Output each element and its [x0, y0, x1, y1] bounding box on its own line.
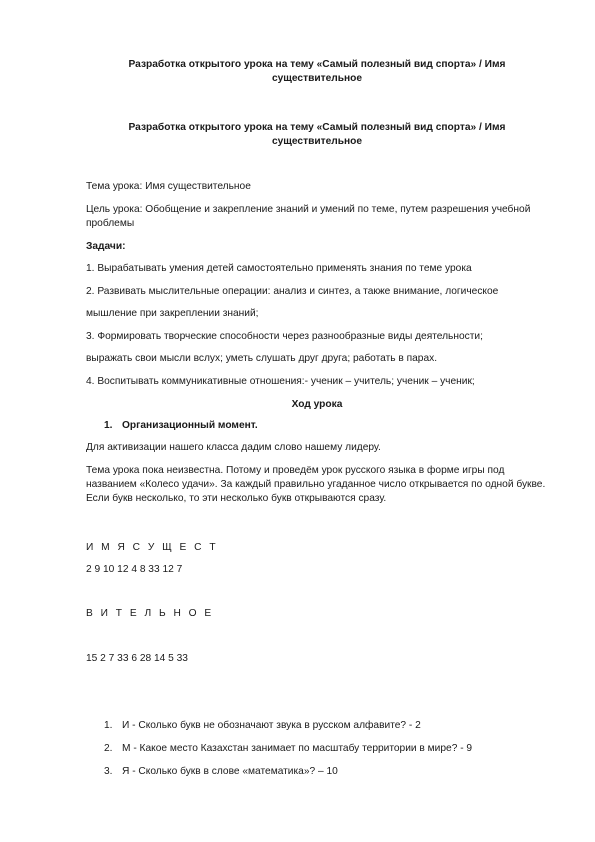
lesson-goal: Цель урока: Обобщение и закрепление знаний и умений по теме, путем разрешения учебной проблемы: [86, 204, 531, 229]
question-item: [104, 765, 548, 779]
question-item: [104, 719, 548, 733]
stage-1-label: Организационный момент.: [122, 420, 258, 431]
lesson-topic: Тема урока: Имя существительное: [86, 181, 251, 192]
task-3-line-2: выражать свои мысли вслух; уметь слушать друг друга; работать в парах.: [86, 353, 438, 364]
leader-text: Для активизации нашего класса дадим слово нашему лидеру.: [86, 442, 381, 453]
tasks-heading: Задачи:: [86, 241, 126, 252]
question-text: Я - Сколько букв в слове «математика»? – 10: [122, 766, 338, 777]
question-number: 1.: [104, 720, 113, 731]
game-description: Тема урока пока неизвестна. Потому и проведём урок русского языка в форме игры под названием «Колесо удачи». За каждый правильно угаданное число открывается по одной букве. Если букв несколько, то эти несколько букв открываются сразу.: [86, 465, 546, 504]
question-text: И - Сколько букв не обозначают звука в русском алфавите? - 2: [122, 720, 421, 731]
task-2-line-1: 2. Развивать мыслительные операции: анализ и синтез, а также внимание, логическое: [86, 286, 499, 297]
task-1: 1. Вырабатывать умения детей самостоятельно применять знания по теме урока: [86, 263, 472, 274]
question-text: М - Какое место Казахстан занимает по масштабу территории в мире? - 9: [122, 743, 473, 754]
letters-row-1: И М Я С У Щ Е С Т: [86, 542, 219, 553]
stage-1-number: 1.: [104, 420, 113, 431]
course-heading: Ход урока: [291, 399, 343, 410]
document-title-2: Разработка открытого урока на тему «Самый полезный вид спорта» / Имя существительное: [128, 122, 506, 147]
letters-row-2: В И Т Е Л Ь Н О Е: [86, 608, 214, 619]
numbers-row-2: 15 2 7 33 6 28 14 5 33: [86, 653, 188, 664]
task-4: 4. Воспитывать коммуникативные отношения:- ученик – учитель; ученик – ученик;: [86, 376, 475, 387]
question-number: 3.: [104, 766, 113, 777]
task-3-line-1: 3. Формировать творческие способности через разнообразные виды деятельности;: [86, 331, 483, 342]
task-2-line-2: мышление при закреплении знаний;: [86, 308, 259, 319]
question-number: 2.: [104, 743, 113, 754]
stage-1: [104, 419, 548, 433]
document-title-1: Разработка открытого урока на тему «Самый полезный вид спорта» / Имя существительное: [128, 59, 506, 84]
question-item: [104, 742, 548, 756]
numbers-row-1: 2 9 10 12 4 8 33 12 7: [86, 564, 183, 575]
